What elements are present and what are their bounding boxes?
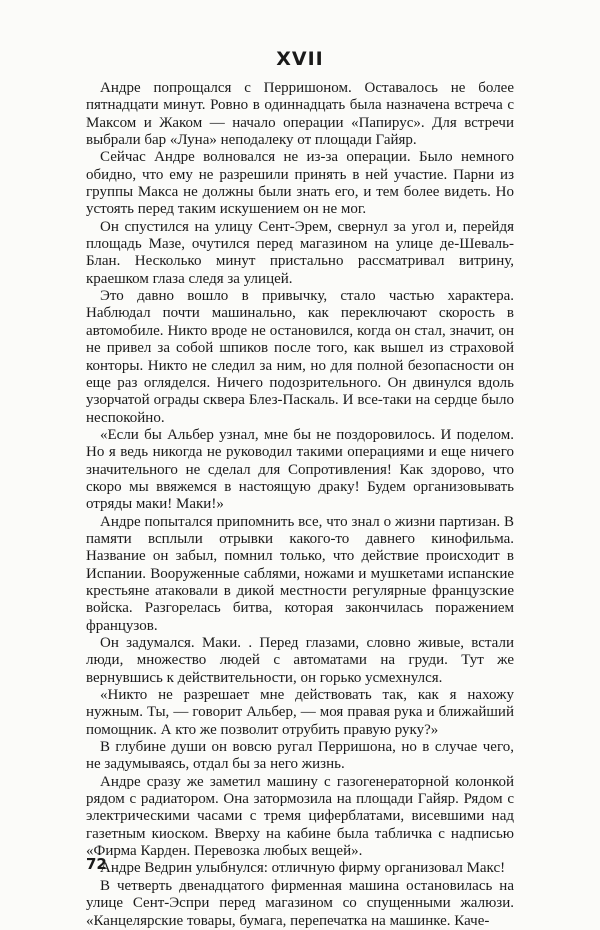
paragraph: «Никто не разрешает мне действовать так, как я нахожу нужным. Ты, — говорит Альбер, — моя правая рука и ближайший помощник. А кто же позволит отрубить правую руку?» xyxy=(86,687,514,738)
paragraph: Он задумался. Маки. . Перед глазами, словно живые, встали люди, множество людей с автоматами на груди. Тут же вернувшись к действительности, он горько усмехнулся. xyxy=(86,635,514,686)
paragraph: Это давно вошло в привычку, стало частью характера. Наблюдал почти машинально, как переключают скорость в автомобиле. Никто вроде не остановился, когда он стал, значит, он не привел за собой шпиков после того, как вышел из страховой конторы. Никто не следил за ним, но для полной безопасности он еще раз огляделся. Ничего подозрительного. Он двинулся вдоль узорчатой ограды сквера Блез-Паскаль. И все-таки на сердце было неспокойно. xyxy=(86,288,514,426)
paragraph: Сейчас Андре волновался не из-за операции. Было немного обидно, что ему не разрешили принять в ней участие. Парни из группы Макса не должны были знать его, и тем более видеть. Но устоять перед таким искушением он не мог. xyxy=(86,149,514,218)
body-text xyxy=(86,80,514,930)
paragraph: Он спустился на улицу Сент-Эрем, свернул за угол и, перейдя площадь Мазе, очутился перед магазином на улице де-Шеваль-Блан. Несколько минут пристально рассматривал витрину, краешком глаза следя за улицей. xyxy=(86,218,514,287)
paragraph: В глубине души он вовсю ругал Перришона, но в случае чего, не задумываясь, отдал бы за него жизнь. xyxy=(86,739,514,773)
paragraph: «Если бы Альбер узнал, мне бы не поздоровилось. И поделом. Но я ведь никогда не руководил такими операциями и еще ничего значительного не сделал для Сопротивления! Как здорово, что скоро мы ввяжемся в настоящую драку! Будем организовывать отряды маки! Маки!» xyxy=(86,426,514,513)
paragraph: Андре Ведрин улыбнулся: отличную фирму организовал Макс! xyxy=(100,860,506,877)
paragraph: В четверть двенадцатого фирменная машина остановилась на улице Сент-Эспри перед магазином со спущенными жалюзи. «Канцелярские товары, бумага, перепечатка на машинке. Каче- xyxy=(86,877,514,929)
page-number: 72 xyxy=(86,855,107,873)
paragraph: Андре попрощался с Перришоном. Оставалось не более пятнадцати минут. Ровно в одиннадцать была назначена встреча с Максом и Жаком — начало операции «Папирус». Для встречи выбрали бар «Луна» неподалеку от площади Гайяр. xyxy=(86,80,514,149)
paragraph: Андре сразу же заметил машину с газогенераторной колонкой рядом с радиатором. Она затормозила на площади Гайяр. Рядом с электрическими часами с тремя циферблатами, висевшими над газетным киоском. Вверху на кабине была табличка с надписью «Фирма Карден. Перевозка любых вещей». xyxy=(86,773,514,860)
paragraph: Андре попытался припомнить все, что знал о жизни партизан. В памяти всплыли отрывки какого-то давнего кинофильма. Название он забыл, помнил только, что действие происходит в Испании. Вооруженные саблями, ножами и мушкетами испанские крестьяне атаковали в дикой местности регулярные французские войска. Разгорелась битва, которая закончилась поражением французов. xyxy=(86,513,514,634)
chapter-title: XVII xyxy=(276,48,324,70)
